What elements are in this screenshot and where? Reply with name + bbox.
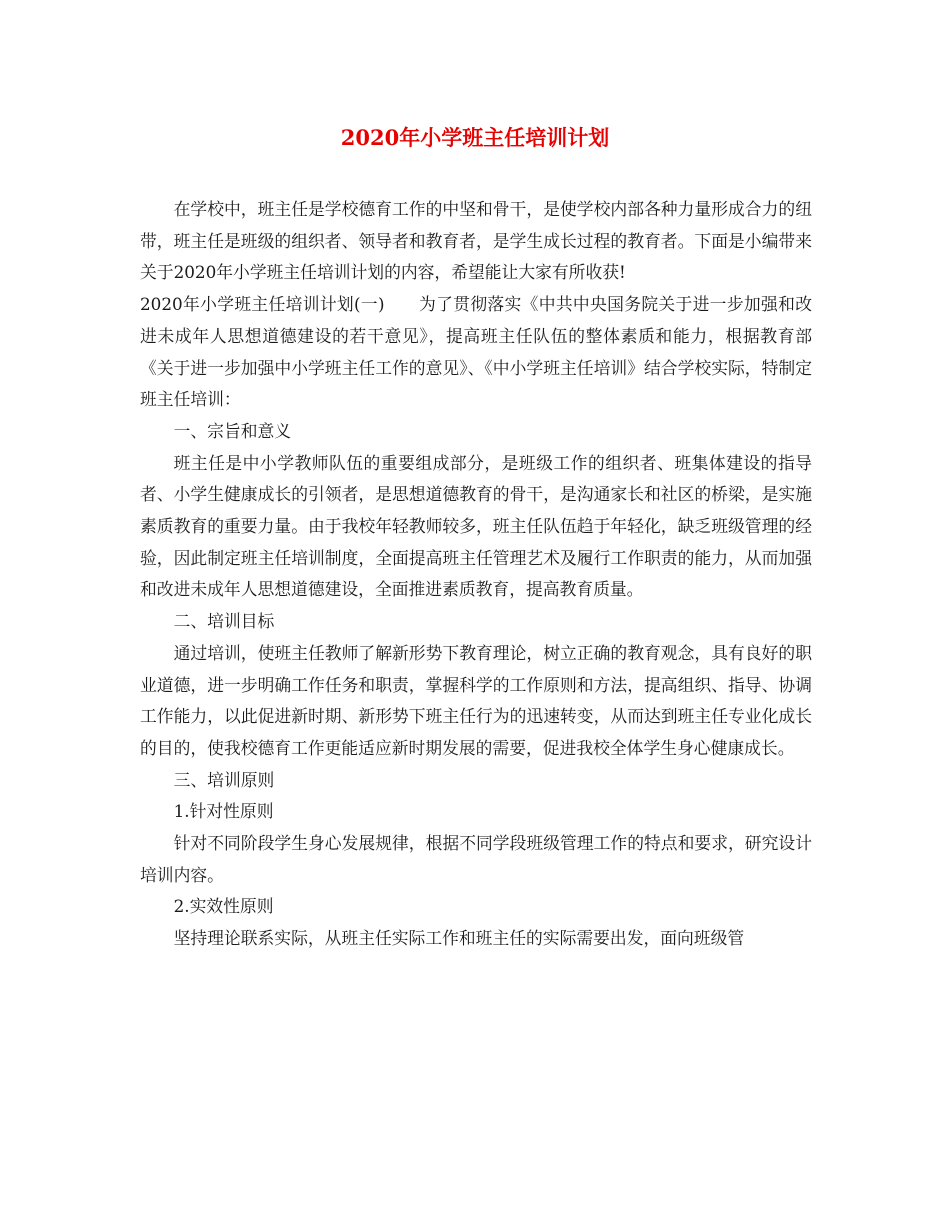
paragraph: 坚持理论联系实际，从班主任实际工作和班主任的实际需要出发，面向班级管 [173, 928, 745, 949]
paragraph: 2020年小学班主任培训计划(一) 为了贯彻落实《中共中央国务院关于进一步加强和改进未成年人思想道德建设的若干意见》，提高班主任队伍的整体素质和能力，根据教育部《关于进一步加强中小学班主任工作的意见》、《中小学班主任培训》结合学校实际，特制定班主任培训： [140, 294, 812, 410]
paragraph: 2.实效性原则 [173, 896, 274, 917]
paragraph: 针对不同阶段学生身心发展规律，根据不同学段班级管理工作的特点和要求，研究设计培训内容。 [140, 833, 812, 885]
paragraph: 在学校中，班主任是学校德育工作的中坚和骨干，是使学校内部各种力量形成合力的纽带，班主任是班级的组织者、领导者和教育者，是学生成长过程的教育者。下面是小编带来关于2020年小学班主任培训计划的内容，希望能让大家有所收获! [140, 199, 812, 283]
document-title: 2020年小学班主任培训计划 [340, 125, 610, 150]
paragraph: 通过培训，使班主任教师了解新形势下教育理论，树立正确的教育观念，具有良好的职业道德，进一步明确工作任务和职责，掌握科学的工作原则和方法，提高组织、指导、协调工作能力，以此促进新时期、新形势下班主任行为的迅速转变，从而达到班主任专业化成长的目的，使我校德育工作更能适应新时期发展的需要，促进我校全体学生身心健康成长。 [140, 642, 812, 758]
paragraph: 班主任是中小学教师队伍的重要组成部分，是班级工作的组织者、班集体建设的指导者、小学生健康成长的引领者，是思想道德教育的骨干，是沟通家长和社区的桥梁，是实施素质教育的重要力量。由于我校年轻教师较多，班主任队伍趋于年轻化，缺乏班级管理的经验，因此制定班主任培训制度，全面提高班主任管理艺术及履行工作职责的能力，从而加强和改进未成年人思想道德建设，全面推进素质教育，提高教育质量。 [140, 452, 812, 600]
paragraph: 一、宗旨和意义 [173, 420, 292, 441]
paragraph: 二、培训目标 [173, 611, 275, 632]
paragraph: 1.针对性原则 [173, 801, 274, 822]
document-body [140, 194, 812, 955]
paragraph: 三、培训原则 [173, 769, 275, 790]
